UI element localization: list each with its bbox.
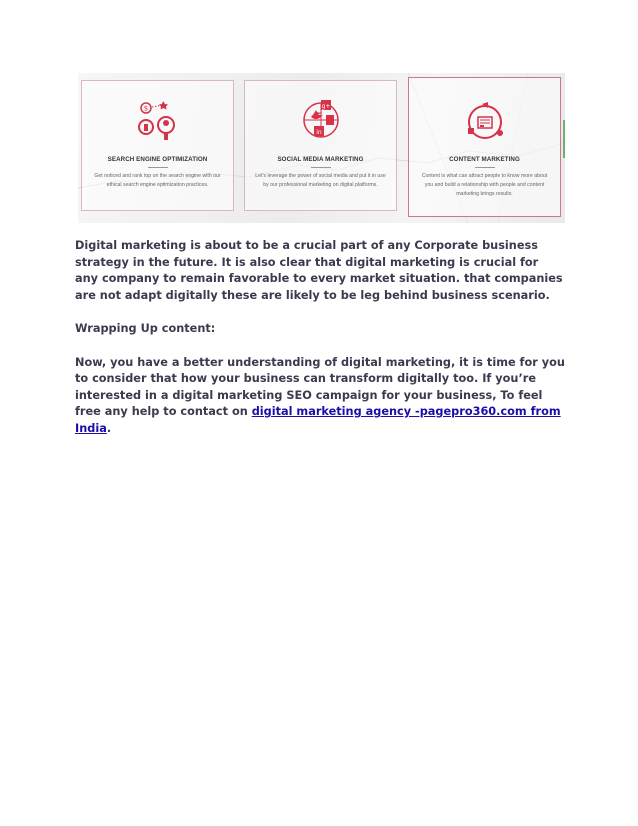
- svg-text:in: in: [315, 129, 322, 136]
- card-title: CONTENT MARKETING: [449, 156, 520, 163]
- closing-paragraph-text: Now, you have a better understanding of digital marketing, it is time for you to consider that how your business can transform digitally too. If you’re interested in a digital marketing SEO campaign for your business, To feel free any help to contact on: [75, 355, 565, 418]
- svg-text:g+: g+: [321, 103, 330, 110]
- services-banner-image: [78, 73, 565, 223]
- card-title: SOCIAL MEDIA MARKETING: [277, 156, 364, 163]
- banner-edge-accent: [563, 120, 565, 158]
- card-description: Content is what can attract people to know more about you and build a relationship with people and content marketing brings results.: [421, 173, 548, 197]
- card-title: SEARCH ENGINE OPTIMIZATION: [107, 156, 208, 163]
- article-body: [75, 238, 565, 454]
- social-media-icon: [296, 97, 346, 141]
- card-divider: [148, 167, 168, 168]
- card-description: Get noticed and rank top on the search engine with our ethical search engine optimization practices.: [94, 173, 221, 188]
- closing-paragraph: [75, 355, 565, 438]
- agency-link[interactable]: digital marketing agency -pagepro360.com from India: [75, 405, 561, 435]
- section-heading: Wrapping Up content:: [75, 322, 216, 335]
- card-divider: [475, 167, 495, 168]
- service-card-social-media: [244, 80, 397, 211]
- content-marketing-icon: [460, 100, 510, 144]
- intro-paragraph: Digital marketing is about to be a crucial part of any Corporate business strategy in the future. It is also clear that digital marketing is crucial for any company to remain favorable to every market situation. that companies are not adapt digitally these are likely to be leg behind business scenario.: [75, 239, 563, 302]
- card-description: Let's leverage the power of social media and put it in use by our professional marketing on digital platforms.: [255, 173, 386, 188]
- card-divider: [311, 167, 331, 168]
- service-card-seo: [81, 80, 234, 211]
- svg-text:$: $: [143, 104, 148, 113]
- service-card-content-marketing: [408, 77, 561, 217]
- closing-period: .: [106, 421, 112, 435]
- seo-icon: [133, 97, 183, 141]
